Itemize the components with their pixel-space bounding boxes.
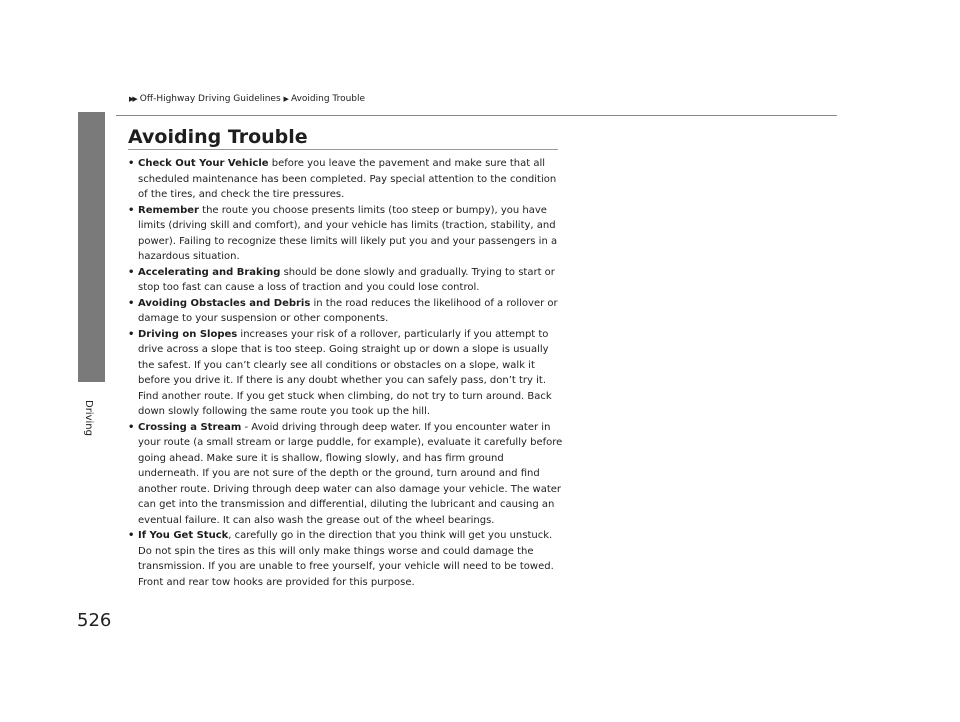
breadcrumb-item[interactable]: Off-Highway Driving Guidelines: [139, 94, 281, 104]
header-divider: [116, 115, 837, 116]
bullet-icon: •: [128, 204, 135, 216]
list-item-term: If You Get Stuck: [138, 530, 229, 541]
list-item-text: the route you choose presents limits (too steep or bumpy), you have limits (driving skill and comfort), and your vehicle has limits (traction, stability, and power). Failing to recognize these limits will likely put you and your passengers in a hazardous situation.: [138, 204, 558, 262]
page-number: 526: [77, 610, 112, 631]
bullet-icon: •: [128, 421, 135, 433]
breadcrumb-arrow-icon: ▶▶: [129, 95, 136, 103]
list-item-text: should be done slowly and gradually. Trying to start or stop too fast can cause a loss of traction and you could lose control.: [138, 266, 555, 293]
list-item: [128, 156, 568, 203]
breadcrumb-item[interactable]: Avoiding Trouble: [290, 94, 366, 104]
list-item-term: Remember: [138, 204, 199, 216]
bullet-icon: •: [128, 158, 135, 169]
section-tab-marker: [78, 112, 105, 142]
bullet-icon: •: [128, 266, 135, 278]
list-item-term: Avoiding Obstacles and Debris: [138, 297, 311, 309]
list-item: [128, 203, 568, 265]
list-item: [128, 296, 568, 327]
bullet-icon: •: [128, 530, 135, 541]
breadcrumb: [129, 94, 365, 104]
section-tab: [78, 142, 105, 382]
list-item-text: increases your risk of a rollover, particularly if you attempt to drive across a slope that is too steep. Going straight up or down a slope is usually the safest. If you can’t clearly see all conditions or obstacles on a slope, walk it before you drive it. If there is any doubt whether you can safely pass, don’t try it. Find another route. If you get stuck when climbing, do not try to turn around. Back down slowly following the same route you took up the hill.: [138, 328, 552, 417]
list-item-text: - Avoid driving through deep water. If you encounter water in your route (a small stream or large puddle, for example), evaluate it carefully before going ahead. Make sure it is shallow, flowing slowly, and has firm ground underneath. If you are not sure of the depth or the ground, turn around and find another route. Driving through deep water can also damage your vehicle. The water can get into the transmission and differential, diluting the lubricant and causing an eventual failure. It can also wash the grease out of the wheel bearings.: [138, 421, 563, 526]
breadcrumb-arrow-icon: ▶: [283, 95, 287, 103]
list-item-text: before you leave the pavement and make sure that all scheduled maintenance has been completed. Pay special attention to the condition of the tires, and check the tire pressures.: [138, 158, 557, 200]
list-item: [128, 420, 568, 529]
title-divider: [128, 149, 558, 150]
list-item-term: Check Out Your Vehicle: [138, 158, 269, 169]
list-item: [128, 265, 568, 296]
page-title: Avoiding Trouble: [128, 126, 308, 148]
bullet-icon: •: [128, 328, 135, 340]
list-item-text: , carefully go in the direction that you think will get you unstuck. Do not spin the tires as this will only make things worse and could damage the transmission. If you are unable to free yourself, your vehicle will need to be towed. Front and rear tow hooks are provided for this purpose.: [138, 530, 554, 588]
list-item-term: Driving on Slopes: [138, 328, 238, 340]
list-item-text: in the road reduces the likelihood of a rollover or damage to your suspension or other components.: [138, 297, 558, 324]
list-item: [128, 327, 568, 420]
section-label: Driving: [83, 400, 94, 436]
list-item-term: Accelerating and Braking: [138, 266, 281, 278]
bullet-list: [128, 156, 568, 590]
list-item-term: Crossing a Stream: [138, 421, 242, 433]
bullet-icon: •: [128, 297, 135, 309]
list-item: [128, 528, 568, 590]
